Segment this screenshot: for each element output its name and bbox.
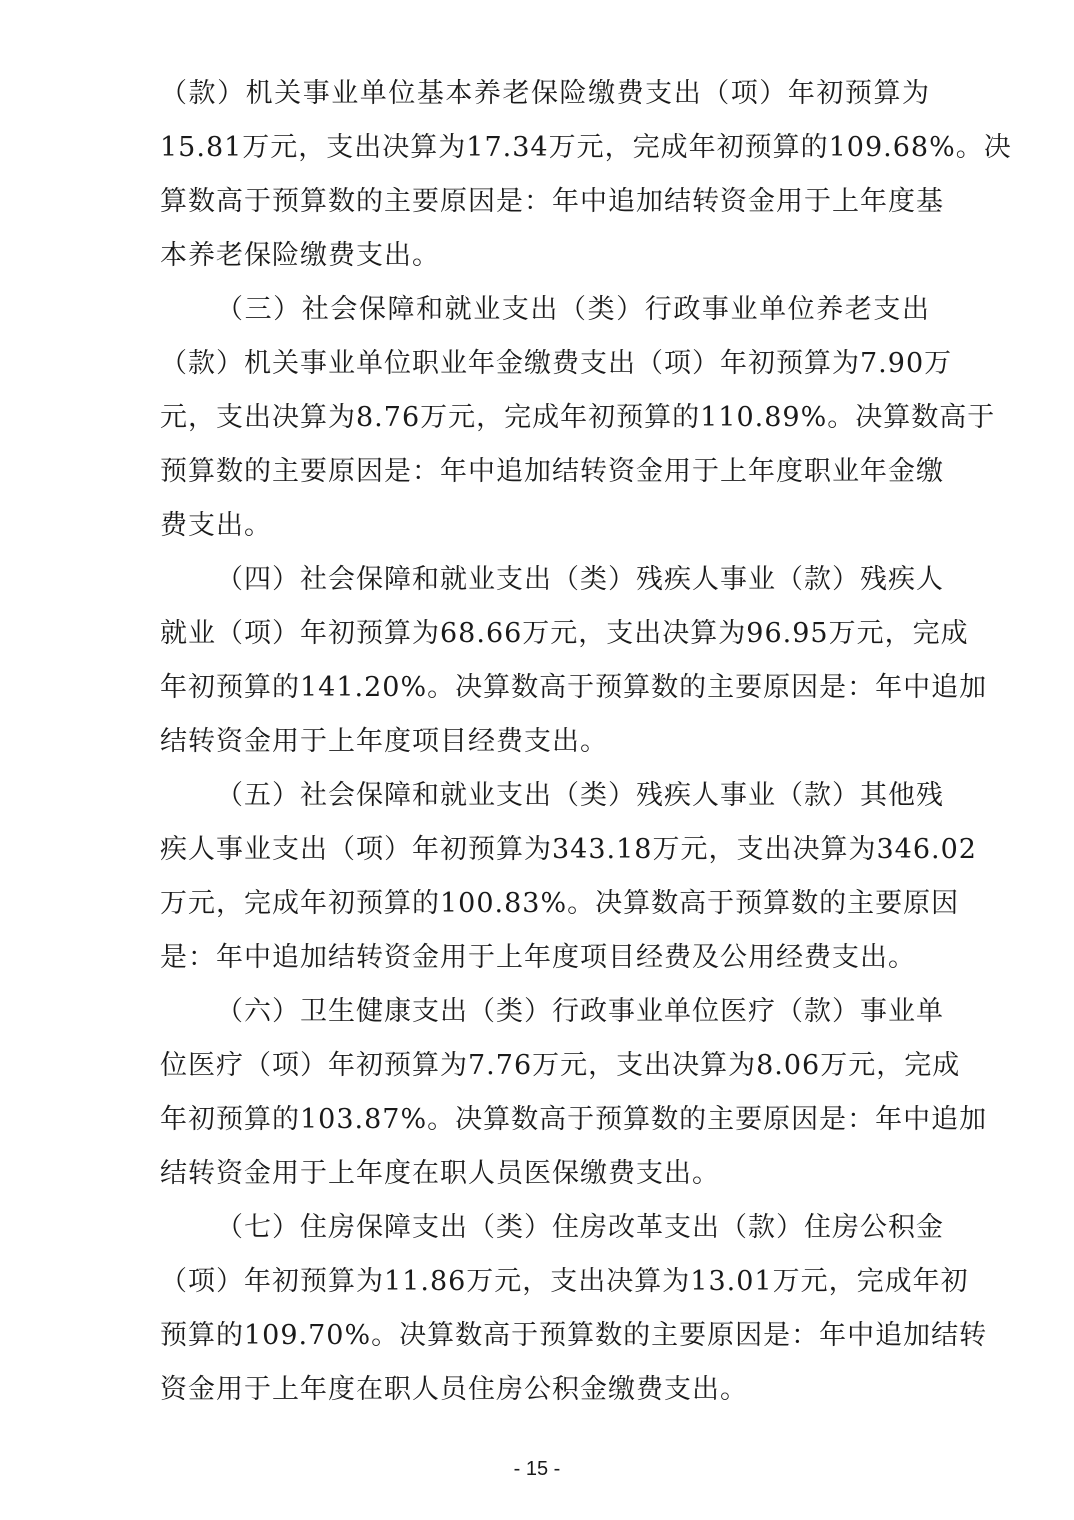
paragraph-3-line-4: 结转资金用于上年度项目经费支出。 <box>160 726 608 757</box>
paragraph-5-line-4: 结转资金用于上年度在职人员医保缴费支出。 <box>160 1158 720 1189</box>
paragraph-4-line-2: 疾人事业支出（项）年初预算为343.18万元，支出决算为346.02 <box>160 834 977 865</box>
paragraph-6-line-1: （七）住房保障支出（类）住房改革支出（款）住房公积金 <box>216 1212 944 1243</box>
paragraph-4-line-1: （五）社会保障和就业支出（类）残疾人事业（款）其他残 <box>216 780 944 811</box>
paragraph-2-line-4: 预算数的主要原因是：年中追加结转资金用于上年度职业年金缴 <box>160 456 944 487</box>
paragraph-2-line-3: 元，支出决算为8.76万元，完成年初预算的110.89%。决算数高于 <box>160 402 996 433</box>
paragraph-1-line-4: 本养老保险缴费支出。 <box>160 240 440 271</box>
paragraph-6-line-2: （项）年初预算为11.86万元，支出决算为13.01万元，完成年初 <box>160 1266 969 1297</box>
paragraph-5-line-2: 位医疗（项）年初预算为7.76万元，支出决算为8.06万元，完成 <box>160 1050 961 1081</box>
paragraph-5-line-3: 年初预算的103.87%。决算数高于预算数的主要原因是：年中追加 <box>160 1104 988 1135</box>
paragraph-4-line-4: 是：年中追加结转资金用于上年度项目经费及公用经费支出。 <box>160 942 916 973</box>
paragraph-5-line-1: （六）卫生健康支出（类）行政事业单位医疗（款）事业单 <box>216 996 944 1027</box>
paragraph-2-line-5: 费支出。 <box>160 510 272 541</box>
paragraph-6-line-4: 资金用于上年度在职人员住房公积金缴费支出。 <box>160 1374 748 1405</box>
paragraph-3-line-3: 年初预算的141.20%。决算数高于预算数的主要原因是：年中追加 <box>160 672 988 703</box>
paragraph-2-line-2: （款）机关事业单位职业年金缴费支出（项）年初预算为7.90万 <box>160 348 953 379</box>
paragraph-6-line-3: 预算的109.70%。决算数高于预算数的主要原因是：年中追加结转 <box>160 1320 988 1351</box>
paragraph-3-line-2: 就业（项）年初预算为68.66万元，支出决算为96.95万元，完成 <box>160 618 969 649</box>
paragraph-1-line-3: 算数高于预算数的主要原因是：年中追加结转资金用于上年度基 <box>160 186 944 217</box>
page-number: - 15 - <box>513 1458 561 1480</box>
paragraph-3-line-1: （四）社会保障和就业支出（类）残疾人事业（款）残疾人 <box>216 564 944 595</box>
paragraph-2-line-1: （三）社会保障和就业支出（类）行政事业单位养老支出 <box>216 294 930 325</box>
paragraph-4-line-3: 万元，完成年初预算的100.83%。决算数高于预算数的主要原因 <box>160 888 960 919</box>
paragraph-1-line-1: （款）机关事业单位基本养老保险缴费支出（项）年初预算为 <box>160 78 930 109</box>
paragraph-1-line-2: 15.81万元，支出决算为17.34万元，完成年初预算的109.68%。决 <box>160 132 1012 163</box>
